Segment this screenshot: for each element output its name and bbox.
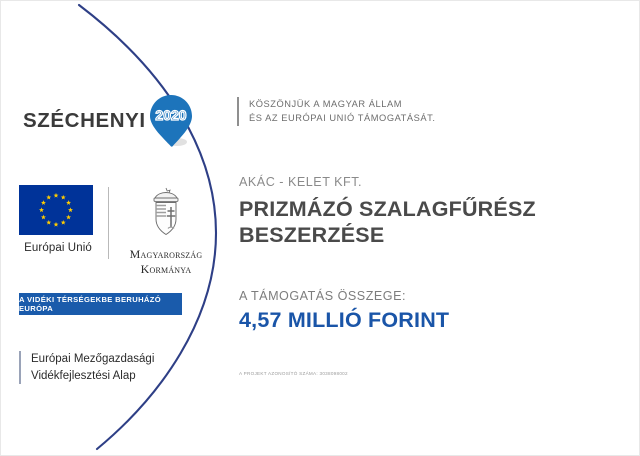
rural-investment-banner [19, 293, 182, 315]
grant-amount-value: 4,57 MILLIÓ FORINT [239, 308, 450, 332]
hungary-emblem [120, 185, 212, 277]
hungary-coat-of-arms-icon [146, 185, 186, 237]
project-id: A PROJEKT AZONOSÍTÓ SZÁMA: 3038098002 [239, 371, 348, 376]
project-title [239, 196, 536, 248]
project-title-line2: BESZERZÉSE [239, 223, 385, 248]
emblem-divider [108, 187, 109, 259]
eu-emblem [19, 185, 97, 254]
szechenyi-2020-logo [23, 93, 196, 149]
emblem-column [1, 1, 216, 456]
agricultural-fund-line1: Európai Mezőgazdasági [31, 353, 155, 365]
thanks-line1: KÖSZÖNJÜK A MAGYAR ÁLLAM [249, 99, 403, 109]
grant-amount-label: A TÁMOGATÁS ÖSSZEGE: [239, 289, 406, 303]
thanks-line2: ÉS AZ EURÓPAI UNIÓ TÁMOGATÁSÁT. [249, 113, 436, 124]
project-block [239, 175, 536, 248]
hungary-caption-line2: Kormánya [140, 262, 192, 276]
grant-amount-block [239, 289, 449, 333]
map-pin-icon [149, 93, 196, 149]
svg-text:2020: 2020 [155, 107, 187, 123]
content-column [237, 1, 627, 456]
rural-investment-banner-label: A VIDÉKI TÉRSÉGEKBE BERUHÁZÓ EURÓPA [19, 295, 162, 313]
company-name: AKÁC - KELET KFT. [239, 175, 363, 189]
agricultural-fund-line2: Vidékfejlesztési Alap [31, 369, 136, 382]
hungary-caption-line1: Magyarország [129, 247, 203, 261]
szechenyi-wordmark: SZÉCHENYI [23, 108, 146, 132]
agricultural-fund-block [19, 351, 154, 384]
eu-caption: Európai Unió [24, 242, 92, 254]
hungary-caption [120, 247, 212, 277]
thanks-block [237, 97, 436, 126]
emblem-row [19, 185, 212, 277]
eu-flag-icon [19, 185, 93, 235]
project-title-line1: PRIZMÁZÓ SZALAGFŰRÉSZ [239, 197, 536, 221]
